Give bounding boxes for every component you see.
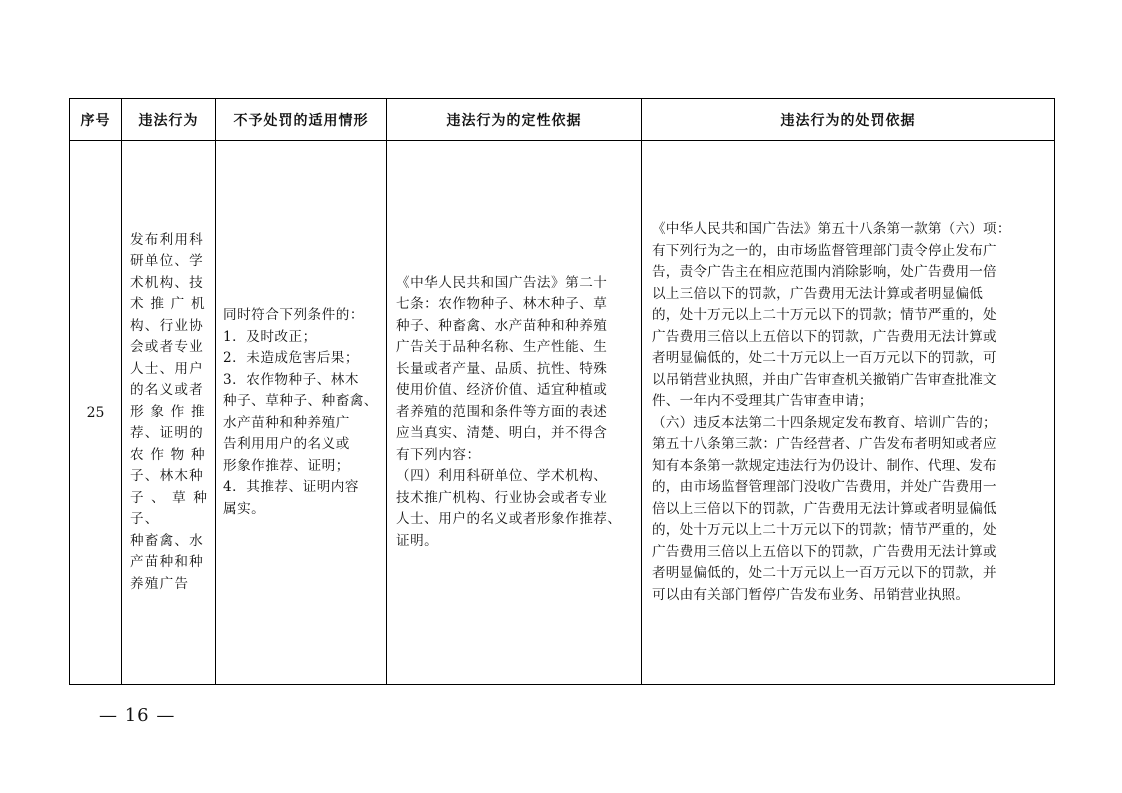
row-basis-cell [387, 141, 642, 685]
table-header-row [70, 99, 1055, 141]
row-penalty-cell [642, 141, 1055, 685]
row-illegal-act-cell [122, 141, 216, 685]
row-exempt-circumstances: 同时符合下列条件的： 1．及时改正； 2．未造成危害后果； 3．农作物种子、林木 种子、草种子、种畜禽、 水产苗种和种养殖广 告利用用户的名义或 形象作推荐、证明； 4．其推荐、证明内容 属实。 [223, 307, 379, 517]
page-number: — 16 — [99, 705, 176, 726]
row-qualification-basis: 《中华人民共和国广告法》第二十 七条：农作物种子、林木种子、草 种子、种畜禽、水产苗种和种养殖 广告关于品种名称、生产性能、生 长量或者产量、品质、抗性、特殊 使用价值、经济价值、适宜种植或 者养殖的范围和条件等方面的表述 应当真实、清楚、明白，并不得含 有下列内容： （四）利用科研单位、学术机构、 技术推广机构、行业协会或者专业 人士、用户的名义或者形象作推荐、 证明。 [396, 274, 622, 549]
row-penalty-basis: 《中华人民共和国广告法》第五十八条第一款第（六）项： 有下列行为之一的，由市场监督管理部门责令停止发布广 告，责令广告主在相应范围内消除影响，处广告费用一倍 以上三倍以下的罚款，广告费用无法计算或者明显偏低 的，处十万元以上二十万元以下的罚款；情节严重的，处 广告费用三倍以上五倍以下的罚款，广告费用无法计算或 者明显偏低的，处二十万元以上一百万元以下的罚款，可 以吊销营业执照，并由广告审查机关撤销广告审查批准文 件、一年内不受理其广告审查申请； （六）违反本法第二十四条规定发布教育、培训广告的； 第五十八条第三款：广告经营者、广告发布者明知或者应 知有本条第一款规定违法行为仍设计、制作、代理、发布 的，由市场监督管理部门没收广告费用，并处广告费用一 倍以上三倍以下的罚款，广告费用无法计算或者明显偏低 的，处十万元以上二十万元以下的罚款；情节严重的，处 广告费用三倍以上五倍以下的罚款，广告费用无法计算或 者明显偏低的，处二十万元以上一百万元以下的罚款，并 可以由有关部门暂停广告发布业务、吊销营业执照。 [652, 221, 1011, 603]
penalty-table [69, 98, 1055, 685]
table-row [70, 141, 1055, 685]
row-seq: 25 [70, 141, 122, 685]
header-illegal-act: 违法行为 [122, 99, 216, 141]
header-seq: 序号 [70, 99, 122, 141]
header-penalty-basis: 违法行为的处罚依据 [642, 99, 1055, 141]
header-exempt-circumstances: 不予处罚的适用情形 [216, 99, 387, 141]
row-illegal-act: 发布利用科 研单位、学 术机构、技 术 推 广 机 构、行业协 会或者专业 人士、用户 的名义或者 形 象 作 推 荐、证明的 农 作 物 种 子、林木种 子、草种子、 种畜禽、水 产苗种和种 养殖广告 [130, 231, 208, 592]
header-qualification-basis: 违法行为的定性依据 [387, 99, 642, 141]
row-exempt-cell [216, 141, 387, 685]
